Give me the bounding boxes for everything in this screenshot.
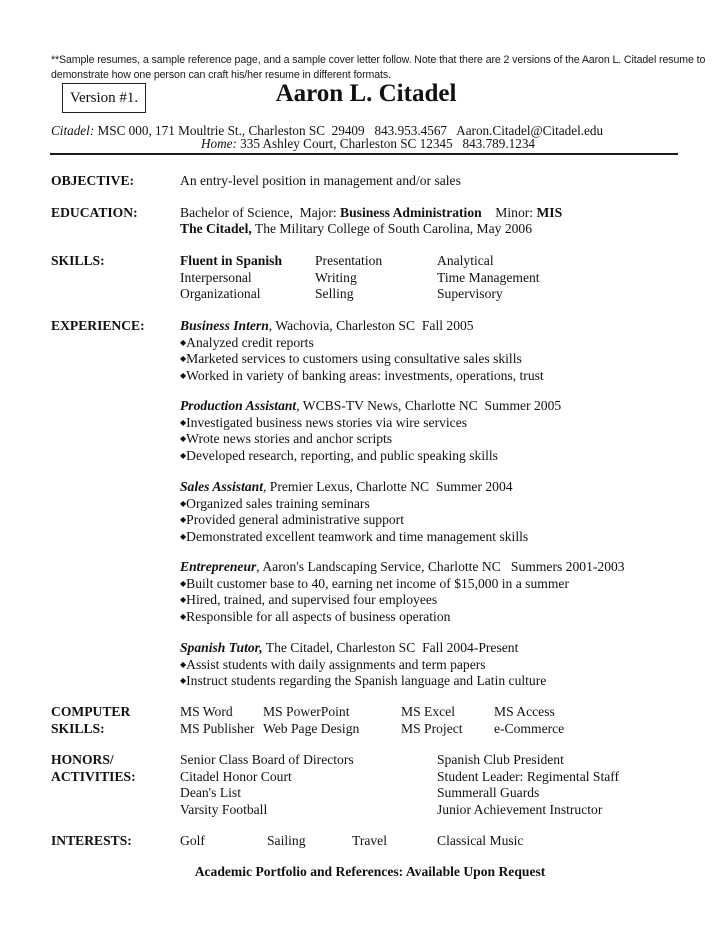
experience-label: EXPERIENCE: bbox=[51, 318, 145, 333]
contact-home bbox=[0, 136, 728, 152]
job-entrepreneur bbox=[180, 559, 625, 625]
school-details: The Military College of South Carolina, May 2006 bbox=[251, 221, 533, 236]
computer-skill: MS Access bbox=[494, 704, 555, 719]
diamond-bullet-icon: ◆ bbox=[180, 498, 187, 508]
diamond-bullet-icon: ◆ bbox=[180, 337, 187, 347]
job-details: , Wachovia, Charleston SC Fall 2005 bbox=[268, 318, 474, 333]
job-details: , WCBS-TV News, Charlotte NC Summer 2005 bbox=[296, 398, 562, 413]
objective-label: OBJECTIVE: bbox=[51, 173, 135, 188]
job-title: Production Assistant bbox=[180, 398, 297, 413]
computer-skill: MS Excel bbox=[401, 704, 455, 719]
resume-name: Aaron L. Citadel bbox=[275, 80, 457, 107]
major: Business Administration bbox=[340, 205, 482, 220]
job-bullet: ◆Built customer base to 40, earning net income of $15,000 in a summer bbox=[180, 575, 569, 591]
job-heading bbox=[180, 559, 625, 576]
honors-right-list bbox=[437, 752, 619, 818]
honors-left-list bbox=[180, 752, 354, 818]
job-bullet: ◆Investigated business news stories via wire services bbox=[180, 414, 468, 430]
skills-label: SKILLS: bbox=[51, 253, 105, 268]
computer-skill: MS Project bbox=[401, 720, 463, 736]
school-name: The Citadel, bbox=[180, 221, 252, 236]
job-title: Spanish Tutor, bbox=[180, 640, 263, 655]
contact-citadel-label: Citadel: bbox=[51, 123, 95, 138]
job-bullet: ◆Marketed services to customers using consultative sales skills bbox=[180, 351, 522, 366]
note-line-1: **Sample resumes, a sample reference page, and a sample cover letter follow. Note that there are 2 versions of the Aaron L. Citadel resume to bbox=[51, 54, 706, 66]
contact-home-label: Home: bbox=[200, 136, 237, 151]
computer-skill-col-4 bbox=[494, 704, 564, 737]
job-bullet: ◆Wrote news stories and anchor scripts bbox=[180, 431, 393, 446]
minor: MIS bbox=[536, 205, 563, 220]
skill-item: Supervisory bbox=[437, 286, 503, 301]
job-bullet: ◆Provided general administrative support bbox=[180, 512, 404, 527]
diamond-bullet-icon: ◆ bbox=[180, 354, 187, 363]
computer-skill: MS PowerPoint bbox=[263, 704, 350, 719]
job-heading bbox=[180, 479, 528, 496]
job-details: , Premier Lexus, Charlotte NC Summer 2004 bbox=[262, 479, 513, 494]
version-box: Version #1. bbox=[62, 83, 146, 113]
job-bullet: ◆Worked in variety of banking areas: investments, operations, trust bbox=[180, 367, 544, 383]
diamond-bullet-icon: ◆ bbox=[180, 531, 187, 541]
honor-item: Student Leader: Regimental Staff bbox=[437, 768, 620, 784]
computer-skill-col-1 bbox=[180, 704, 254, 737]
job-sales-assistant bbox=[180, 479, 528, 545]
honor-item: Varsity Football bbox=[180, 801, 268, 817]
interest-item: Travel bbox=[352, 833, 387, 848]
job-heading bbox=[180, 398, 561, 415]
honor-item: Summerall Guards bbox=[437, 785, 540, 800]
job-production-assistant bbox=[180, 398, 561, 464]
skills-column-3 bbox=[437, 253, 540, 303]
diamond-bullet-icon: ◆ bbox=[180, 450, 187, 460]
job-bullet: ◆Analyzed credit reports bbox=[180, 334, 314, 350]
job-bullet: ◆Instruct students regarding the Spanish language and Latin culture bbox=[180, 673, 547, 688]
job-details: , Aaron's Landscaping Service, Charlotte NC Summers 2001-2003 bbox=[256, 559, 625, 574]
diamond-bullet-icon: ◆ bbox=[180, 370, 187, 380]
job-spanish-tutor bbox=[180, 640, 546, 690]
job-heading bbox=[180, 318, 544, 335]
diamond-bullet-icon: ◆ bbox=[180, 676, 187, 685]
job-bullet: ◆Organized sales training seminars bbox=[180, 495, 370, 511]
skill-item: Time Management bbox=[437, 269, 540, 285]
skills-column-1 bbox=[180, 253, 282, 303]
honor-item: Spanish Club President bbox=[437, 752, 564, 767]
diamond-bullet-icon: ◆ bbox=[180, 417, 187, 427]
computer-skills-label: COMPUTER SKILLS: bbox=[51, 704, 131, 736]
header-divider bbox=[50, 153, 678, 155]
job-bullet: ◆Developed research, reporting, and public speaking skills bbox=[180, 447, 498, 463]
diamond-bullet-icon: ◆ bbox=[180, 578, 187, 588]
objective-text: An entry-level position in management and/or sales bbox=[180, 173, 461, 188]
computer-skill: e-Commerce bbox=[494, 720, 565, 736]
minor-prefix: Minor: bbox=[481, 205, 537, 220]
job-details: The Citadel, Charleston SC Fall 2004-Present bbox=[262, 640, 519, 655]
diamond-bullet-icon: ◆ bbox=[180, 611, 187, 621]
interest-item: Golf bbox=[180, 833, 205, 848]
skill-item: Selling bbox=[315, 286, 354, 301]
job-bullet: ◆Responsible for all aspects of business operation bbox=[180, 608, 451, 624]
diamond-bullet-icon: ◆ bbox=[180, 515, 187, 524]
diamond-bullet-icon: ◆ bbox=[180, 434, 187, 443]
computer-skill-col-2 bbox=[263, 704, 359, 737]
education-school bbox=[180, 221, 532, 238]
skills-column-2 bbox=[315, 253, 382, 303]
computer-skill: Web Page Design bbox=[263, 720, 360, 736]
contact-citadel-text: MSC 000, 171 Moultrie St., Charleston SC 29409 843.953.4567 Aaron.Citadel@Citadel.edu bbox=[94, 123, 604, 138]
honor-item: Citadel Honor Court bbox=[180, 768, 292, 784]
honor-item: Junior Achievement Instructor bbox=[437, 801, 603, 817]
skill-item: Analytical bbox=[437, 253, 494, 268]
diamond-bullet-icon: ◆ bbox=[180, 659, 187, 669]
contact-home-text: 335 Ashley Court, Charleston SC 12345 843.789.1234 bbox=[236, 136, 536, 151]
job-bullet: ◆Hired, trained, and supervised four employees bbox=[180, 592, 438, 607]
job-heading bbox=[180, 640, 546, 657]
interest-item: Classical Music bbox=[437, 833, 524, 848]
references-note: Academic Portfolio and References: Available Upon Request bbox=[194, 864, 546, 879]
computer-skill-col-3 bbox=[401, 704, 463, 737]
skill-item: Fluent in Spanish bbox=[180, 253, 282, 268]
interest-item: Sailing bbox=[267, 833, 306, 848]
degree-prefix: Bachelor of Science, Major: bbox=[180, 205, 341, 220]
interests-label: INTERESTS: bbox=[51, 833, 132, 848]
diamond-bullet-icon: ◆ bbox=[180, 595, 187, 604]
honor-item: Senior Class Board of Directors bbox=[180, 752, 354, 767]
computer-skill: MS Word bbox=[180, 704, 233, 719]
education-degree bbox=[180, 205, 562, 222]
skill-item: Presentation bbox=[315, 253, 383, 268]
skill-item: Writing bbox=[315, 269, 357, 285]
job-title: Entrepreneur bbox=[180, 559, 257, 574]
education-label: EDUCATION: bbox=[51, 205, 138, 220]
computer-skill: MS Publisher bbox=[180, 720, 255, 736]
skill-item: Interpersonal bbox=[180, 269, 252, 285]
job-title: Business Intern bbox=[180, 318, 269, 333]
note-line-2: demonstrate how one person can craft his/her resume in different formats. bbox=[51, 69, 391, 81]
job-bullet: ◆Demonstrated excellent teamwork and time management skills bbox=[180, 528, 529, 544]
skill-item: Organizational bbox=[180, 286, 261, 301]
job-title: Sales Assistant bbox=[180, 479, 263, 494]
honor-item: Dean's List bbox=[180, 785, 241, 800]
job-bullet: ◆Assist students with daily assignments and term papers bbox=[180, 656, 486, 672]
honors-label: HONORS/ ACTIVITIES: bbox=[51, 752, 136, 784]
job-business-intern bbox=[180, 318, 544, 384]
